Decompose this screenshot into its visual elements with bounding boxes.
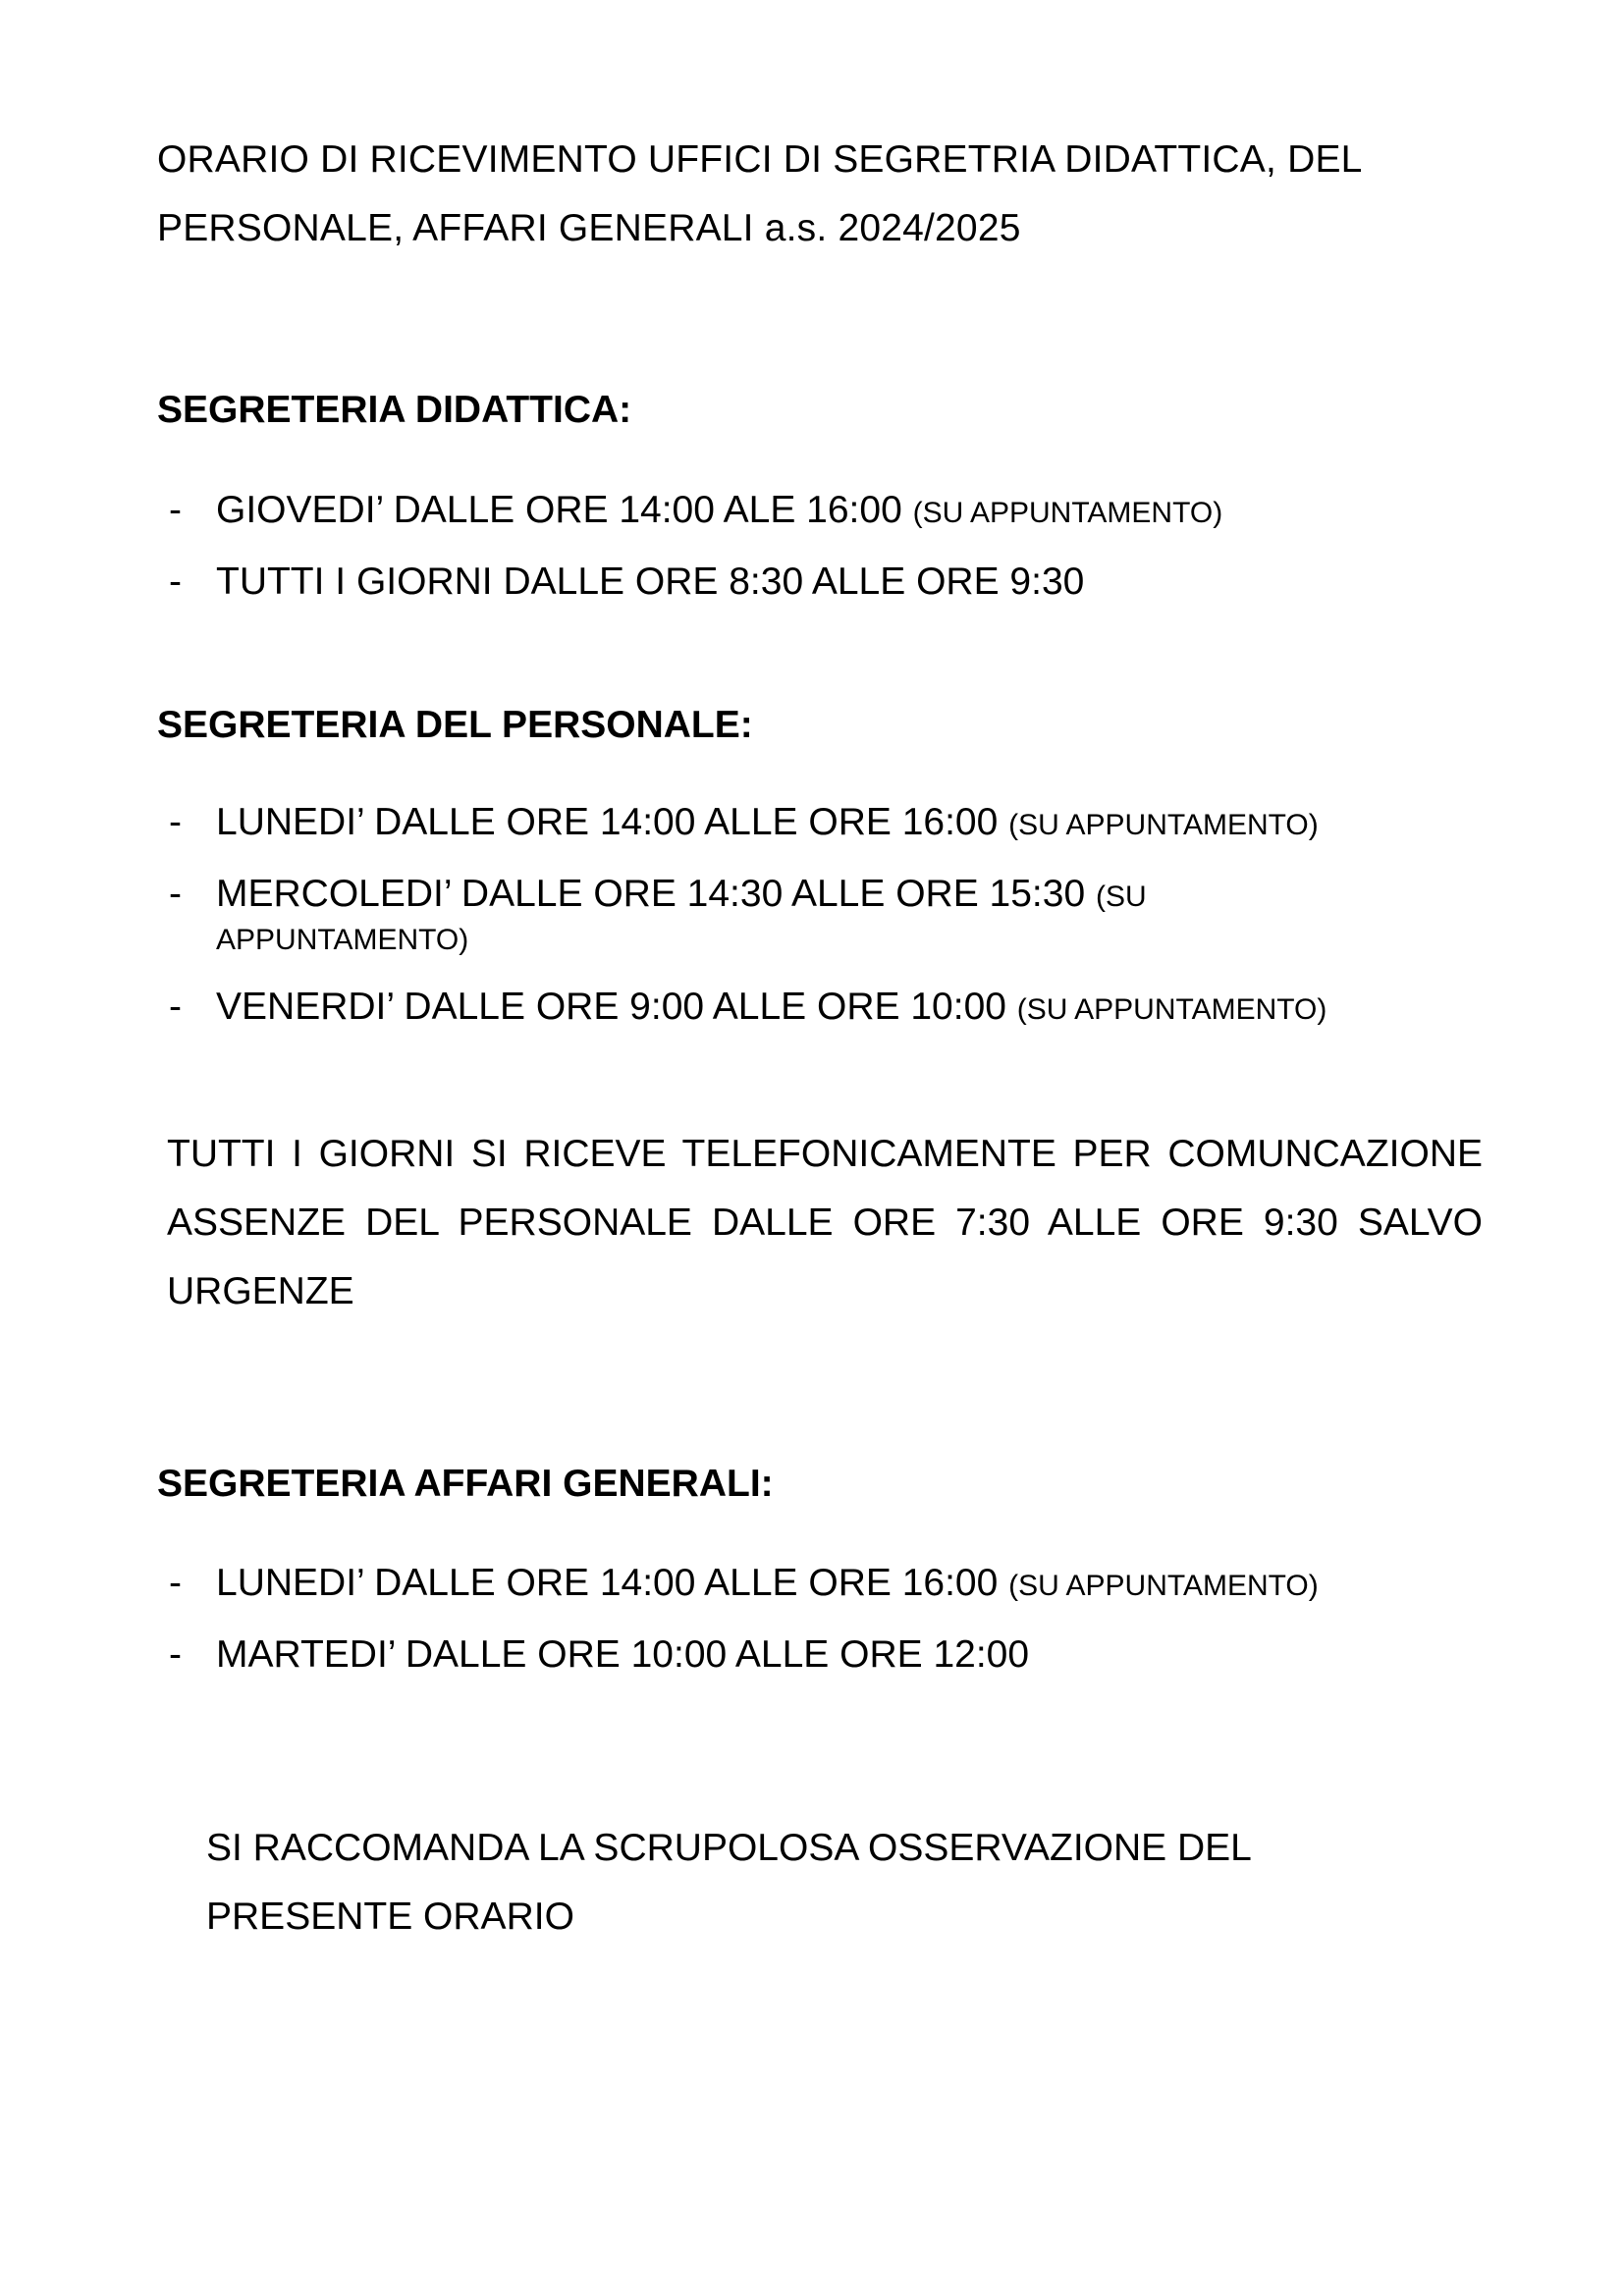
appointment-note: (SU APPUNTAMENTO)	[1016, 993, 1327, 1026]
list-dash: -	[169, 986, 182, 1028]
didattica-schedule-list	[157, 476, 1492, 616]
schedule-item	[157, 973, 1492, 1044]
schedule-item	[157, 548, 1492, 616]
schedule-item	[157, 860, 1492, 957]
list-dash: -	[169, 561, 182, 603]
list-dash: -	[169, 1633, 182, 1676]
schedule-text: LUNEDI’ DALLE ORE 14:00 ALLE ORE 16:00	[216, 801, 999, 843]
schedule-text: MERCOLEDI’ DALLE ORE 14:30 ALLE ORE 15:30	[216, 873, 1086, 915]
schedule-item	[157, 1621, 1492, 1689]
schedule-text: VENERDI’ DALLE ORE 9:00 ALLE ORE 10:00	[216, 986, 1006, 1028]
phone-notice-paragraph: TUTTI I GIORNI SI RICEVE TELEFONICAMENTE PER COMUNCAZIONE ASSENZE DEL PERSONALE DALLE ORE 7:30 ALLE ORE 9:30 SALVO URGENZE	[167, 1133, 1483, 1312]
schedule-text: TUTTI I GIORNI DALLE ORE 8:30 ALLE ORE 9:30	[216, 561, 1085, 603]
schedule-item	[157, 788, 1492, 860]
appointment-note: (SU APPUNTAMENTO)	[1008, 1570, 1319, 1602]
list-dash: -	[169, 801, 182, 843]
schedule-text: LUNEDI’ DALLE ORE 14:00 ALLE ORE 16:00	[216, 1562, 999, 1604]
list-dash: -	[169, 1562, 182, 1604]
document-title: ORARIO DI RICEVIMENTO UFFICI DI SEGRETRIA DIDATTICA, DEL PERSONALE, AFFARI GENERALI a.s. 2024/2025	[157, 138, 1362, 249]
appointment-note: (SU APPUNTAMENTO)	[912, 497, 1223, 529]
appointment-note-continued: APPUNTAMENTO)	[216, 924, 469, 956]
closing-recommendation: SI RACCOMANDA LA SCRUPOLOSA OSSERVAZIONE DEL PRESENTE ORARIO	[206, 1827, 1251, 1938]
list-dash: -	[169, 873, 182, 915]
section-heading-personale: SEGRETERIA DEL PERSONALE:	[157, 704, 753, 746]
schedule-text: MARTEDI’ DALLE ORE 10:00 ALLE ORE 12:00	[216, 1633, 1030, 1676]
section-heading-affari-generali: SEGRETERIA AFFARI GENERALI:	[157, 1463, 774, 1505]
list-dash: -	[169, 489, 182, 531]
affari-generali-schedule-list	[157, 1549, 1492, 1689]
schedule-text: GIOVEDI’ DALLE ORE 14:00 ALE 16:00	[216, 489, 902, 531]
personale-schedule-list	[157, 788, 1492, 1044]
section-heading-didattica: SEGRETERIA DIDATTICA:	[157, 389, 632, 431]
schedule-item	[157, 476, 1492, 548]
appointment-note: (SU	[1095, 881, 1147, 913]
appointment-note: (SU APPUNTAMENTO)	[1008, 809, 1319, 841]
schedule-item	[157, 1549, 1492, 1621]
